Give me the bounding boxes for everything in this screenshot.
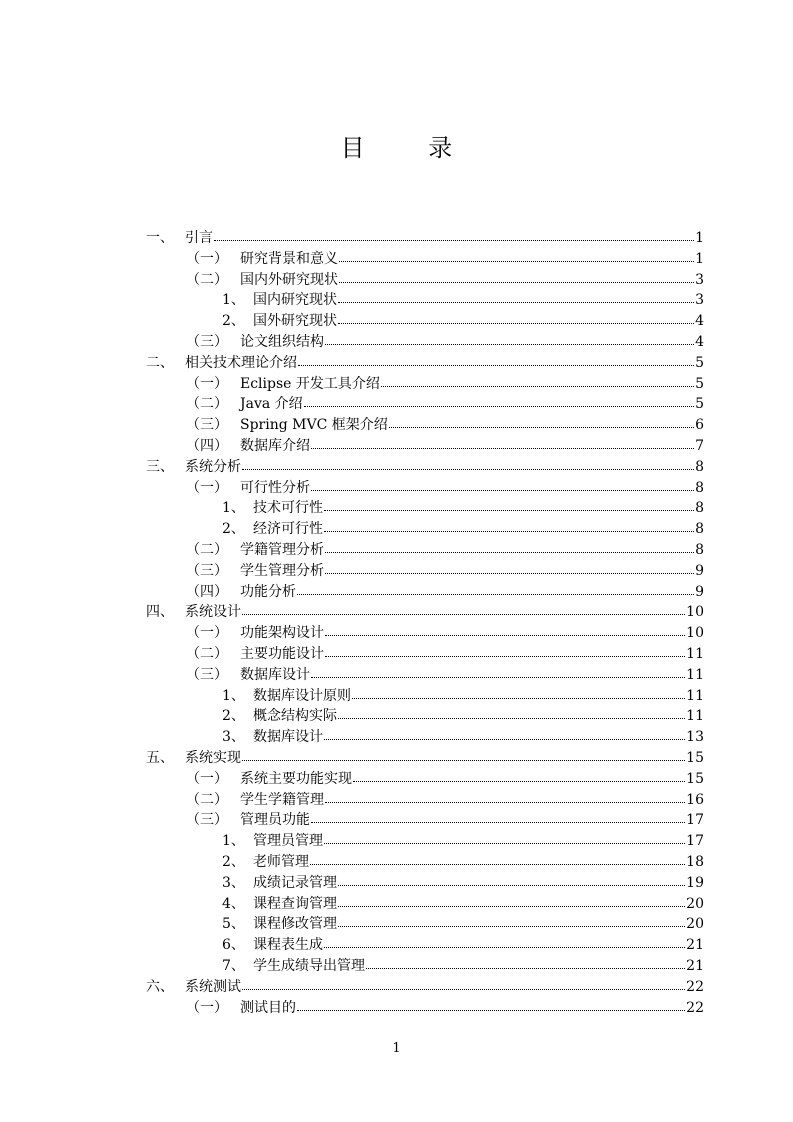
toc-dot-leader — [298, 364, 694, 366]
toc-entry-title: 学生成绩导出管理 — [253, 958, 365, 974]
toc-entry-number: （一） — [186, 480, 228, 496]
toc-entry-number: 二、 — [146, 355, 174, 371]
toc-entry-page: 15 — [686, 750, 704, 766]
toc-entry-page: 18 — [686, 854, 704, 870]
toc-entry[interactable] — [186, 415, 704, 435]
toc-entry-number: （三） — [186, 417, 228, 433]
toc-dot-leader — [324, 738, 685, 740]
toc-entry-number: 四、 — [146, 604, 174, 620]
toc-entry-number: 1、 — [222, 688, 245, 704]
toc-entry-number: （二） — [186, 646, 228, 662]
toc-entry[interactable] — [186, 540, 704, 560]
toc-entry[interactable] — [186, 270, 704, 290]
toc-dot-leader — [338, 717, 685, 719]
toc-entry-number: （三） — [186, 563, 228, 579]
toc-entry-title: 可行性分析 — [240, 480, 310, 496]
toc-dot-leader — [338, 301, 694, 303]
toc-entry[interactable] — [186, 561, 704, 581]
toc-dot-leader — [311, 489, 694, 491]
toc-dot-leader — [389, 426, 694, 428]
toc-dot-leader — [324, 509, 694, 511]
toc-entry[interactable] — [222, 894, 704, 914]
toc-entry-title: 管理员功能 — [240, 812, 310, 828]
toc-entry-title: 论文组织结构 — [240, 334, 324, 350]
toc-entry-title: 国内外研究现状 — [240, 272, 338, 288]
toc-entry[interactable] — [146, 748, 704, 768]
toc-entry-page: 9 — [695, 563, 704, 579]
toc-dot-leader — [338, 884, 685, 886]
toc-entry[interactable] — [186, 332, 704, 352]
toc-dot-leader — [242, 988, 685, 990]
toc-entry-number: 1、 — [222, 292, 245, 308]
toc-entry-number: 4、 — [222, 896, 245, 912]
toc-entry-title: 数据库设计 — [253, 729, 323, 745]
toc-entry-number: （二） — [186, 792, 228, 808]
toc-entry[interactable] — [222, 706, 704, 726]
toc-entry-title: 课程修改管理 — [253, 916, 337, 932]
toc-entry-title: 管理员管理 — [253, 833, 323, 849]
toc-entry[interactable] — [186, 582, 704, 602]
toc-entry-number: 6、 — [222, 937, 245, 953]
toc-entry-page: 1 — [695, 251, 704, 267]
toc-entry-number: （二） — [186, 542, 228, 558]
toc-entry-page: 22 — [686, 1000, 704, 1016]
toc-dot-leader — [339, 260, 694, 262]
toc-dot-leader — [338, 322, 694, 324]
toc-dot-leader — [338, 905, 685, 907]
toc-dot-leader — [324, 946, 685, 948]
toc-entry[interactable] — [222, 686, 704, 706]
toc-entry-number: （一） — [186, 1000, 228, 1016]
toc-entry-page: 15 — [686, 771, 704, 787]
toc-entry-number: （二） — [186, 396, 228, 412]
toc-entry[interactable] — [222, 935, 704, 955]
toc-entry[interactable] — [186, 644, 704, 664]
toc-entry-page: 5 — [695, 355, 704, 371]
toc-entry[interactable] — [186, 478, 704, 498]
toc-entry-title: 系统实现 — [185, 750, 241, 766]
toc-entry-number: 5、 — [222, 916, 245, 932]
toc-entry-title: 系统分析 — [185, 459, 241, 475]
toc-entry-title: 功能分析 — [240, 584, 296, 600]
toc-entry-title: 研究背景和意义 — [240, 251, 338, 267]
toc-dot-leader — [304, 405, 694, 407]
toc-dot-leader — [311, 447, 694, 449]
toc-entry[interactable] — [186, 436, 704, 456]
toc-entry-number: （四） — [186, 438, 228, 454]
toc-entry-title: 数据库介绍 — [240, 438, 310, 454]
toc-entry-page: 8 — [695, 521, 704, 537]
toc-dot-leader — [339, 281, 694, 283]
toc-entry-title: 系统设计 — [185, 604, 241, 620]
toc-entry[interactable] — [186, 394, 704, 414]
toc-entry-page: 17 — [686, 833, 704, 849]
toc-entry[interactable] — [222, 290, 704, 310]
toc-entry-number: 1、 — [222, 833, 245, 849]
toc-entry-number: 2、 — [222, 708, 245, 724]
toc-entry-page: 11 — [686, 667, 704, 683]
toc-dot-leader — [242, 613, 685, 615]
toc-entry-page: 4 — [695, 313, 704, 329]
toc-entry-number: 三、 — [146, 459, 174, 475]
toc-entry-page: 10 — [686, 604, 704, 620]
toc-entry-number: 2、 — [222, 313, 245, 329]
toc-entry-title: 主要功能设计 — [240, 646, 324, 662]
toc-entry-page: 21 — [686, 958, 704, 974]
toc-dot-leader — [325, 343, 694, 345]
toc-entry-page: 13 — [686, 729, 704, 745]
toc-dot-leader — [338, 925, 685, 927]
toc-entry-number: （一） — [186, 376, 228, 392]
toc-entry-title: Eclipse 开发工具介绍 — [240, 376, 380, 392]
toc-dot-leader — [325, 655, 685, 657]
toc-entry-title: 课程表生成 — [253, 937, 323, 953]
toc-entry-number: （一） — [186, 625, 228, 641]
toc-entry-page: 10 — [686, 625, 704, 641]
toc-entry-number: 一、 — [146, 230, 174, 246]
toc-entry[interactable] — [186, 623, 704, 643]
toc-entry[interactable] — [186, 810, 704, 830]
toc-entry-page: 19 — [686, 875, 704, 891]
toc-entry[interactable] — [222, 914, 704, 934]
toc-dot-leader — [325, 634, 685, 636]
toc-entry-title: 老师管理 — [253, 854, 309, 870]
toc-entry-page: 8 — [695, 542, 704, 558]
toc-entry-number: （一） — [186, 771, 228, 787]
toc-entry-page: 3 — [695, 272, 704, 288]
toc-entry-number: 五、 — [146, 750, 174, 766]
toc-dot-leader — [353, 780, 685, 782]
toc-entry[interactable] — [186, 665, 704, 685]
toc-entry-number: 1、 — [222, 500, 245, 516]
toc-dot-leader — [310, 863, 685, 865]
toc-entry[interactable] — [222, 727, 704, 747]
toc-entry-title: 学籍管理分析 — [240, 542, 324, 558]
toc-dot-leader — [297, 1009, 685, 1011]
toc-entry-page: 8 — [695, 480, 704, 496]
toc-dot-leader — [311, 676, 685, 678]
toc-entry[interactable] — [222, 873, 704, 893]
toc-entry-page: 6 — [695, 417, 704, 433]
toc-entry-page: 5 — [695, 376, 704, 392]
page-number: 1 — [392, 1041, 401, 1056]
toc-entry-title: 系统主要功能实现 — [240, 771, 352, 787]
toc-entry[interactable] — [146, 457, 704, 477]
toc-entry[interactable] — [186, 790, 704, 810]
toc-entry-title: 数据库设计 — [240, 667, 310, 683]
toc-dot-leader — [297, 593, 694, 595]
toc-entry-title: 相关技术理论介绍 — [185, 355, 297, 371]
toc-entry-title: 国外研究现状 — [253, 313, 337, 329]
toc-entry-number: （三） — [186, 812, 228, 828]
toc-dot-leader — [366, 967, 685, 969]
toc-entry[interactable] — [146, 602, 704, 622]
toc-entry-number: 7、 — [222, 958, 245, 974]
toc-entry[interactable] — [186, 249, 704, 269]
toc-entry-page: 22 — [686, 979, 704, 995]
toc-entry-number: （三） — [186, 334, 228, 350]
toc-entry-title: 引言 — [185, 230, 213, 246]
toc-entry-page: 11 — [686, 688, 704, 704]
toc-entry[interactable] — [222, 956, 704, 976]
toc-entry-title: 功能架构设计 — [240, 625, 324, 641]
toc-dot-leader — [325, 572, 694, 574]
toc-dot-leader — [311, 821, 685, 823]
toc-entry-title: Java 介绍 — [240, 396, 303, 412]
toc-entry[interactable] — [146, 228, 704, 248]
toc-entry-number: 2、 — [222, 854, 245, 870]
toc-entry-number: （二） — [186, 272, 228, 288]
toc-entry-number: （一） — [186, 251, 228, 267]
toc-dot-leader — [214, 239, 694, 241]
toc-entry[interactable] — [222, 852, 704, 872]
toc-entry[interactable] — [146, 353, 704, 373]
toc-entry-page: 1 — [695, 230, 704, 246]
toc-entry-page: 16 — [686, 792, 704, 808]
toc-entry-page: 5 — [695, 396, 704, 412]
toc-entry-page: 20 — [686, 896, 704, 912]
toc-dot-leader — [242, 468, 694, 470]
toc-entry-number: 六、 — [146, 979, 174, 995]
toc-entry-title: 系统测试 — [185, 979, 241, 995]
toc-entry-title: 经济可行性 — [253, 521, 323, 537]
toc-entry-number: （三） — [186, 667, 228, 683]
toc-entry[interactable] — [222, 498, 704, 518]
toc-entry[interactable] — [146, 977, 704, 997]
toc-dot-leader — [242, 759, 685, 761]
toc-dot-leader — [325, 801, 685, 803]
toc-entry-title: 成绩记录管理 — [253, 875, 337, 891]
toc-entry[interactable] — [222, 311, 704, 331]
toc-entry-page: 8 — [695, 459, 704, 475]
toc-entry-page: 3 — [695, 292, 704, 308]
toc-dot-leader — [352, 697, 685, 699]
toc-entry[interactable] — [186, 769, 704, 789]
toc-dot-leader — [324, 842, 685, 844]
toc-entry-title: 课程查询管理 — [253, 896, 337, 912]
toc-dot-leader — [381, 385, 694, 387]
toc-entry-page: 11 — [686, 646, 704, 662]
toc-entry[interactable] — [222, 519, 704, 539]
toc-entry-title: 国内研究现状 — [253, 292, 337, 308]
toc-entry-page: 17 — [686, 812, 704, 828]
toc-entry-title: 技术可行性 — [253, 500, 323, 516]
toc-entry[interactable] — [222, 831, 704, 851]
toc-dot-leader — [324, 530, 694, 532]
toc-entry-page: 11 — [686, 708, 704, 724]
toc-dot-leader — [325, 551, 694, 553]
toc-entry-title: 学生管理分析 — [240, 563, 324, 579]
toc-entry-title: 测试目的 — [240, 1000, 296, 1016]
toc-entry[interactable] — [186, 374, 704, 394]
toc-entry-title: 学生学籍管理 — [240, 792, 324, 808]
toc-entry-page: 20 — [686, 916, 704, 932]
toc-entry-title: Spring MVC 框架介绍 — [240, 417, 388, 433]
toc-entry-title: 数据库设计原则 — [253, 688, 351, 704]
toc-entry-page: 9 — [695, 584, 704, 600]
page-title: 目 录 — [340, 134, 481, 162]
toc-entry[interactable] — [186, 998, 704, 1018]
toc-entry-page: 4 — [695, 334, 704, 350]
toc-entry-page: 7 — [695, 438, 704, 454]
toc-entry-title: 概念结构实际 — [253, 708, 337, 724]
toc-entry-page: 21 — [686, 937, 704, 953]
toc-entry-number: （四） — [186, 584, 228, 600]
toc-entry-number: 2、 — [222, 521, 245, 537]
toc-entry-number: 3、 — [222, 729, 245, 745]
toc-entry-page: 8 — [695, 500, 704, 516]
toc-entry-number: 3、 — [222, 875, 245, 891]
